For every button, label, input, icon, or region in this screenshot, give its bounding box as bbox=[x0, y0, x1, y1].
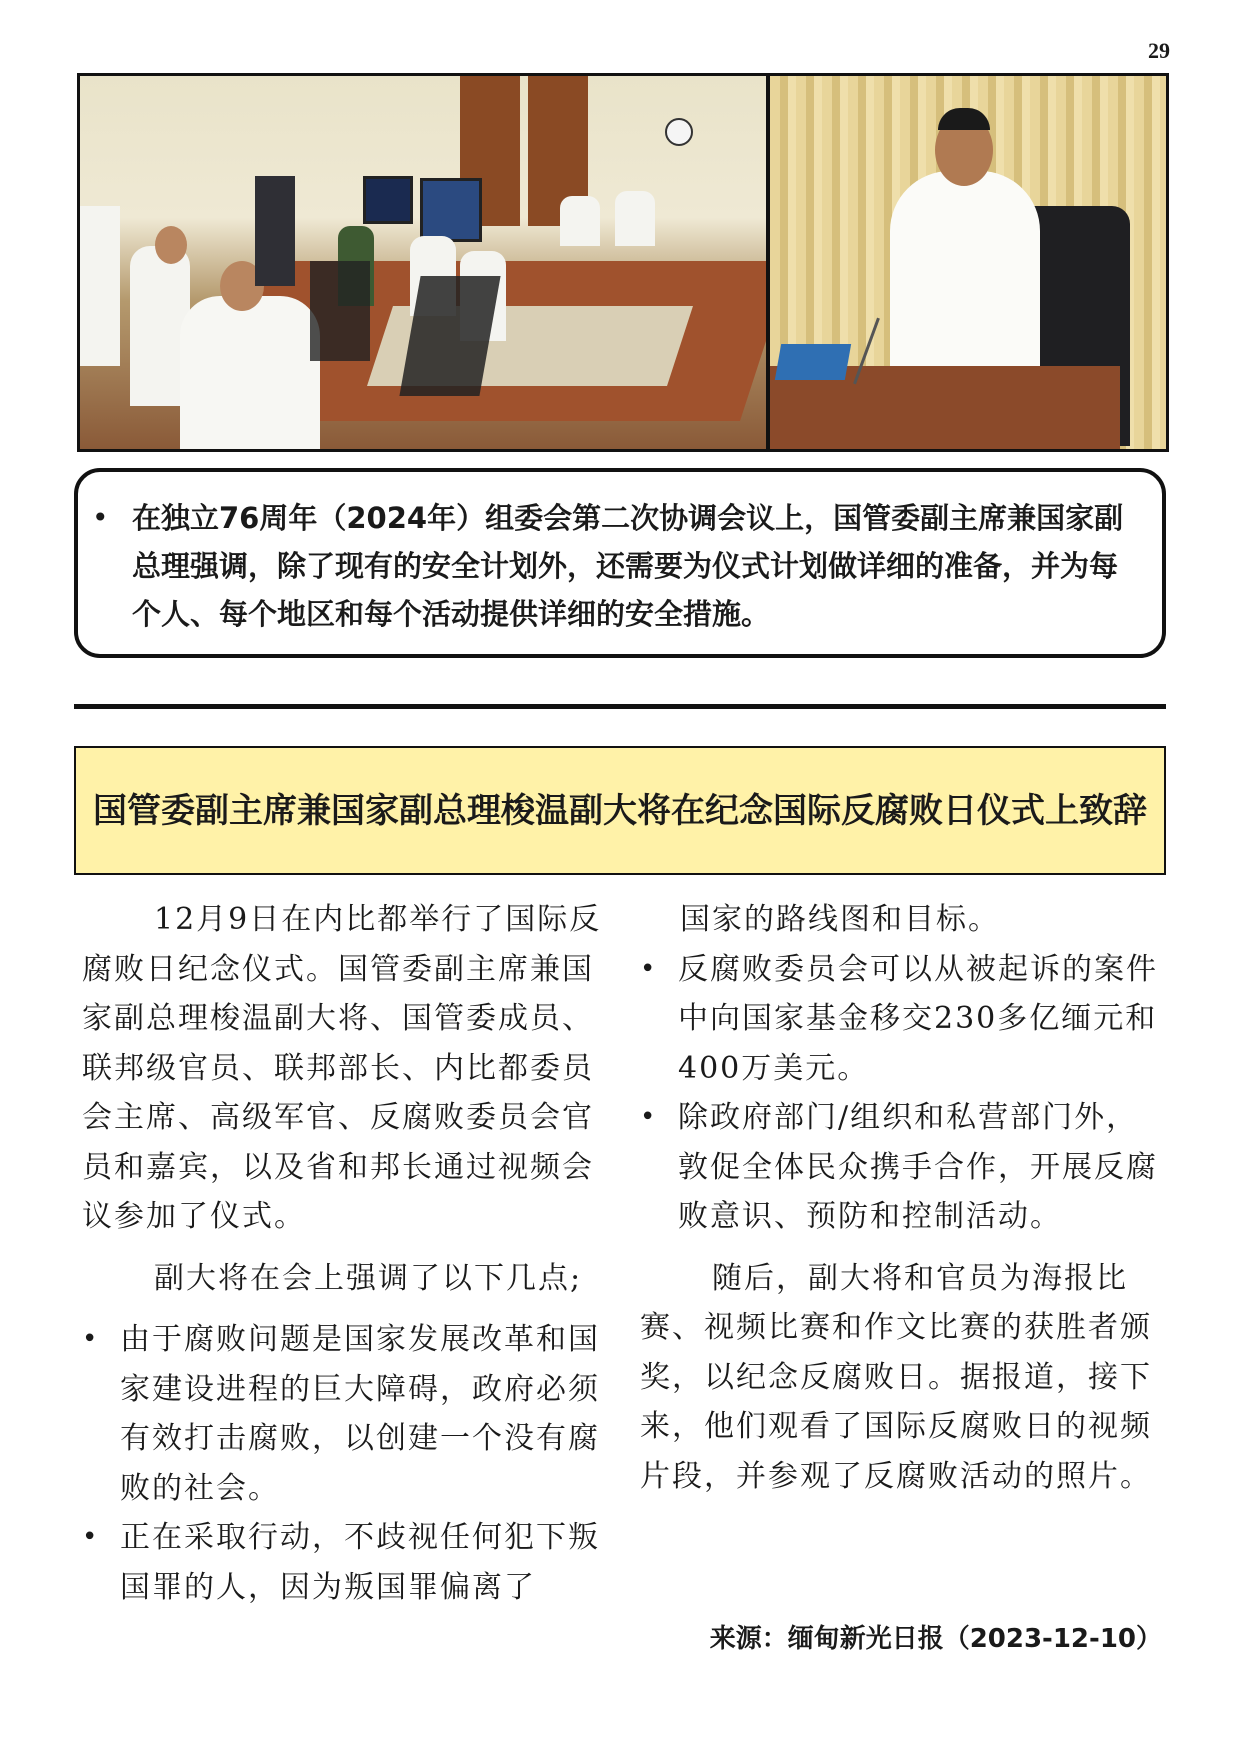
article-paragraph: 随后，副大将和官员为海报比赛、视频比赛和作文比赛的获胜者颁奖，以纪念反腐败日。据报道，接下来，他们观看了国际反腐败日的视频片段，并参观了反腐败活动的照片。 bbox=[640, 1260, 1152, 1494]
list-item-text: 除政府部门/组织和私营部门外，敦促全体民众携手合作，开展反腐败意识、预防和控制活动。 bbox=[678, 1100, 1158, 1234]
list-item bbox=[640, 945, 1160, 1094]
article-column-right bbox=[640, 895, 1160, 1501]
bullet-icon: • bbox=[82, 1324, 100, 1354]
article-paragraph: 12月9日在内比都举行了国际反腐败日纪念仪式。国管委副主席兼国家副总理梭温副大将、国管委成员、联邦级官员、联邦部长、内比都委员会主席、高级军官、反腐败委员会官员和嘉宾，以及省和邦长通过视频会议参加了仪式。 bbox=[82, 902, 602, 1234]
page-number: 29 bbox=[1148, 38, 1170, 63]
speaker-podium-photo bbox=[770, 76, 1166, 449]
list-item-text: 反腐败委员会可以从被起诉的案件中向国家基金移交230多亿缅元和400万美元。 bbox=[678, 951, 1158, 1086]
section-divider bbox=[74, 704, 1166, 709]
article-title-box bbox=[74, 746, 1166, 875]
list-item bbox=[82, 1315, 602, 1513]
article-column-left bbox=[82, 895, 602, 1612]
bullet-icon: • bbox=[640, 953, 658, 984]
list-item-continuation bbox=[640, 895, 1160, 945]
article-paragraph: 副大将在会上强调了以下几点; bbox=[154, 1260, 583, 1296]
list-item bbox=[82, 1513, 602, 1612]
list-item-text: 由于腐败问题是国家发展改革和国家建设进程的巨大障碍，政府必须有效打击腐败，以创建一个没有腐败的社会。 bbox=[120, 1322, 600, 1506]
list-item-text: 国家的路线图和目标。 bbox=[680, 902, 1000, 937]
bullet-icon: • bbox=[640, 1102, 658, 1132]
list-item-text: 正在采取行动，不歧视任何犯下叛国罪的人，因为叛国罪偏离了 bbox=[120, 1520, 600, 1605]
clock-icon bbox=[665, 118, 693, 146]
article-title: 国管委副主席兼国家副总理梭温副大将在纪念国际反腐败日仪式上致辞 bbox=[93, 790, 1147, 831]
callout-box bbox=[74, 468, 1166, 658]
list-item bbox=[640, 1093, 1160, 1242]
bullet-icon: • bbox=[92, 501, 109, 534]
photo-strip bbox=[77, 73, 1169, 452]
meeting-room-photo bbox=[80, 76, 766, 449]
article-source: 来源：缅甸新光日报（2023-12-10） bbox=[709, 1624, 1162, 1654]
callout-text: 在独立76周年（2024年）组委会第二次协调会议上，国管委副主席兼国家副总理强调，除了现有的安全计划外，还需要为仪式计划做详细的准备，并为每个人、每个地区和每个活动提供详细的安全措施。 bbox=[132, 501, 1124, 631]
bullet-icon: • bbox=[82, 1522, 100, 1552]
